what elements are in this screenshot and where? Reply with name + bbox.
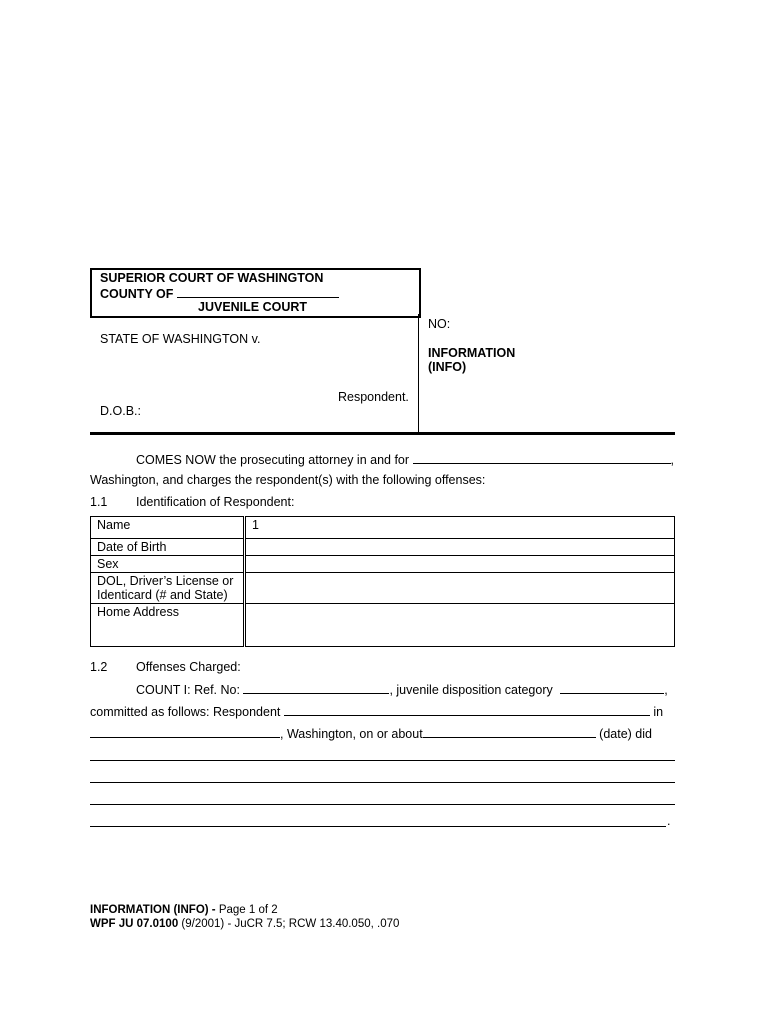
table-row — [91, 604, 675, 647]
section-1-1-number: 1.1 — [90, 495, 108, 509]
respondent-table — [90, 516, 675, 647]
committed-line — [90, 704, 663, 719]
dob-value[interactable] — [245, 539, 675, 556]
in-word: in — [653, 705, 664, 719]
comes-now-line — [136, 452, 674, 467]
footer-title — [90, 904, 278, 916]
dol-value[interactable] — [245, 573, 675, 604]
address-label: Home Address — [91, 604, 245, 647]
dob-label: D.O.B.: — [100, 404, 141, 418]
section-1-2-number: 1.2 — [90, 660, 108, 674]
date-did-label: (date) did — [599, 727, 652, 741]
footer-form-number: WPF JU 07.0100 — [90, 918, 179, 930]
footer-doc-title: INFORMATION (INFO) - — [90, 904, 216, 916]
section-1-2-title: Offenses Charged: — [136, 660, 241, 674]
narrative-line[interactable] — [90, 760, 675, 761]
court-name: SUPERIOR COURT OF WASHINGTON — [100, 271, 324, 285]
county-label: COUNTY OF — [100, 287, 174, 301]
footer-form — [90, 918, 399, 930]
caption-rule — [90, 432, 675, 435]
count-line — [136, 682, 668, 697]
respondent-name-blank[interactable] — [284, 704, 650, 716]
caption-divider — [418, 314, 419, 434]
state-v: STATE OF WASHINGTON v. — [100, 332, 261, 346]
case-number-label: NO: — [428, 317, 451, 331]
section-1-1-title: Identification of Respondent: — [136, 495, 295, 509]
washington-on-about: , Washington, on or about — [280, 727, 423, 741]
narrative-line[interactable] — [90, 804, 675, 805]
table-row — [91, 539, 675, 556]
narrative-line[interactable] — [90, 782, 675, 783]
table-row — [91, 556, 675, 573]
juvenile-court: JUVENILE COURT — [198, 300, 308, 314]
juvenile-category-label: , juvenile disposition category — [389, 683, 553, 697]
footer-form-citation: (9/2001) - JuCR 7.5; RCW 13.40.050, .070 — [178, 918, 400, 930]
count-label: COUNT I: Ref. No: — [136, 683, 240, 697]
address-value[interactable] — [245, 604, 675, 647]
dol-label: DOL, Driver’s License or Identicard (# and State) — [91, 573, 245, 604]
dob-row-label: Date of Birth — [91, 539, 245, 556]
doc-title: INFORMATION — [428, 346, 516, 360]
name-value[interactable]: 1 — [245, 517, 675, 539]
washington-line: Washington, and charges the respondent(s) with the following offenses: — [90, 473, 486, 487]
committed-label: committed as follows: Respondent — [90, 705, 281, 719]
name-label: Name — [91, 517, 245, 539]
narrative-line[interactable] — [90, 826, 666, 827]
county-line — [100, 286, 339, 301]
doc-title-abbrev: (INFO) — [428, 360, 467, 374]
table-row — [91, 573, 675, 604]
respondent-label: Respondent. — [338, 390, 409, 404]
county-blank[interactable] — [177, 286, 339, 298]
sex-value[interactable] — [245, 556, 675, 573]
location-blank[interactable] — [90, 726, 280, 738]
comma: , — [670, 453, 675, 467]
county-of-prosecutor-blank[interactable] — [413, 452, 671, 464]
date-blank[interactable] — [423, 726, 596, 738]
location-line — [90, 726, 652, 741]
period: . — [667, 814, 671, 828]
sex-label: Sex — [91, 556, 245, 573]
category-blank[interactable] — [560, 682, 664, 694]
ref-no-blank[interactable] — [243, 682, 389, 694]
table-row — [91, 517, 675, 539]
comma: , — [664, 683, 668, 697]
comes-now-text: COMES NOW the prosecuting attorney in and for — [136, 453, 410, 467]
footer-page: Page 1 of 2 — [215, 904, 278, 916]
